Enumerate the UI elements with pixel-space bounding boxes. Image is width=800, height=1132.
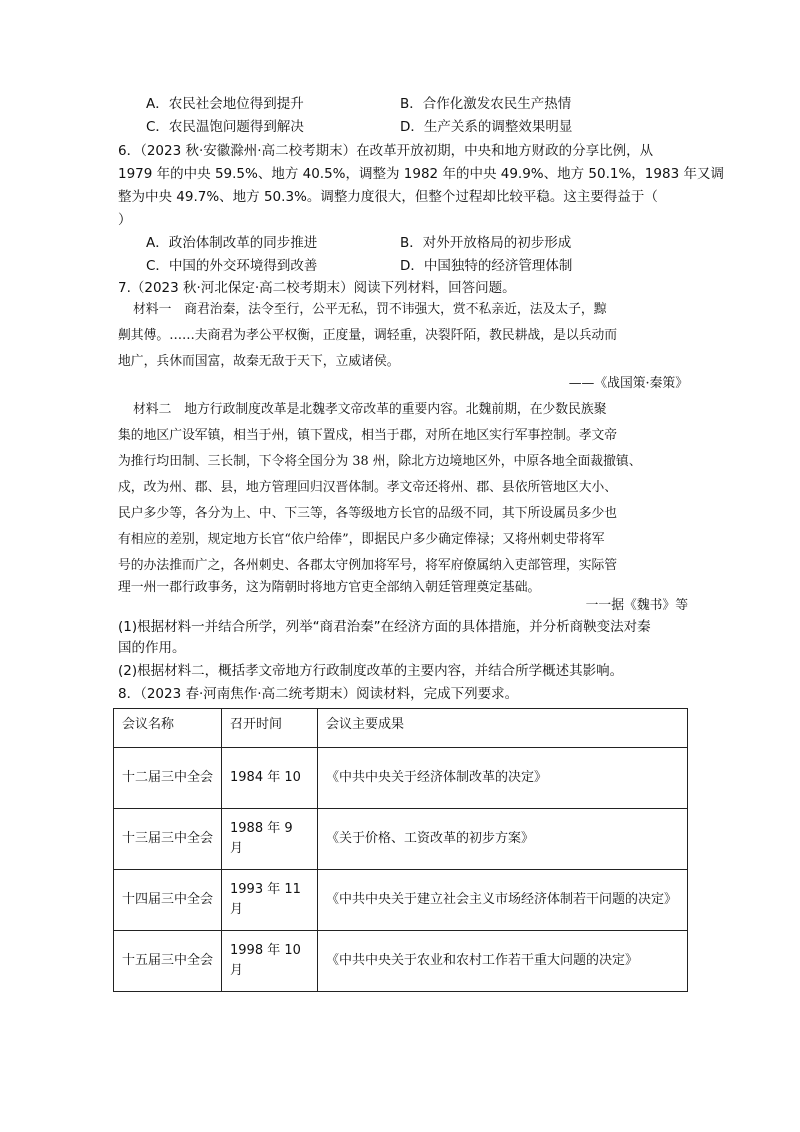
q7-material2-line-5: 民户多少等，各分为上、中、下三等，各等级地方长官的品级不同，其下所设属员多少也 [118,506,618,521]
cell-outcome: 《中共中央关于建立社会主义市场经济体制若干问题的决定》 [318,870,688,931]
q6-option-c: C．中国的外交环境得到改善 [146,258,318,274]
q7-material2-line-8: 理一州一郡行政事务，这为隋朝时将地方官吏全部纳入朝廷管理奠定基础。 [118,580,541,595]
header-time: 召开时间 [222,709,318,748]
q7-material1-source: ——《战国策·秦策》 [568,376,688,391]
table-header-row [114,709,688,748]
cell-outcome: 《中共中央关于农业和农村工作若干重大问题的决定》 [318,931,688,992]
q8-intro: 8．（2023 春·河南焦作·高二统考期末）阅读材料，完成下列要求。 [118,686,519,702]
q7-material1-line-1: 材料一 商君治秦，法令至行，公平无私，罚不讳强大，赏不私亲近，法及太子，黥 [133,302,607,317]
q5-option-c: C．农民温饱问题得到解决 [146,119,304,135]
table-row [114,870,688,931]
q7-material2-line-4: 戍，改为州、郡、县，地方管理回归汉晋体制。孝文帝还将州、郡、县依所管地区大小、 [118,480,618,495]
q5-option-a: A．农民社会地位得到提升 [146,96,304,112]
cell-outcome: 《关于价格、工资改革的初步方案》 [318,809,688,870]
q6-stem-line-1: 6．（2023 秋·安徽滁州·高二校考期末）在改革开放初期，中央和地方财政的分享比例，从 [118,143,654,159]
q7-material2-line-2: 集的地区广设军镇，相当于州，镇下置戍，相当于郡，对所在地区实行军事控制。孝文帝 [118,428,618,443]
q7-question-2: (2)根据材料二，概括孝文帝地方行政制度改革的主要内容，并结合所学概述其影响。 [118,663,624,679]
q7-material2-source: 一一据《魏书》等 [585,598,688,613]
q7-material2-line-3: 为推行均田制、三长制，下令将全国分为 38 州，除北方边境地区外，中原各地全面裁撤镇、 [118,454,642,469]
q7-material2-line-7: 号的办法推而广之，各州刺史、各郡太守例加将军号，将军府僚属纳入吏部管理，实际管 [118,558,618,573]
q7-material1-line-3: 地广，兵休而国富，故秦无敌于天下，立威诸侯。 [118,354,400,369]
cell-time: 1984 年 10 [222,748,318,809]
q7-material2-line-1: 材料二 地方行政制度改革是北魏孝文帝改革的重要内容。北魏前期，在少数民族聚 [133,402,607,417]
table-row [114,931,688,992]
q6-stem-line-4: ） [118,212,132,228]
q5-option-d: D．生产关系的调整效果明显 [400,119,573,135]
q5-option-b: B．合作化激发农民生产热情 [400,96,572,112]
cell-time: 1988 年 9 月 [222,809,318,870]
meetings-table [113,708,688,992]
header-outcome: 会议主要成果 [318,709,688,748]
q7-material1-line-2: 劓其傅。……夫商君为孝公平权衡，正度量，调轻重，决裂阡陌，教民耕战，是以兵动而 [118,328,618,343]
table-row [114,748,688,809]
cell-outcome: 《中共中央关于经济体制改革的决定》 [318,748,688,809]
q7-question-1-line-1: (1)根据材料一并结合所学，列举“商君治秦”在经济方面的具体措施，并分析商鞅变法对秦 [118,619,651,635]
header-meeting-name: 会议名称 [114,709,222,748]
cell-meeting-name: 十五届三中全会 [114,931,222,992]
q7-material2-line-6: 有相应的差别，规定地方长官“依户给俸”，即据民户多少确定俸禄；又将州刺史带将军 [118,532,605,547]
q7-intro: 7.（2023 秋·河北保定·高二校考期末）阅读下列材料，回答问题。 [118,280,516,296]
cell-time: 1993 年 11 月 [222,870,318,931]
cell-meeting-name: 十二届三中全会 [114,748,222,809]
table-row [114,809,688,870]
q6-option-d: D．中国独特的经济管理体制 [400,258,573,274]
cell-meeting-name: 十三届三中全会 [114,809,222,870]
q6-stem-line-3: 整为中央 49.7%、地方 50.3%。调整力度很大，但整个过程却比较平稳。这主要得益于（ [118,189,658,205]
q6-option-b: B．对外开放格局的初步形成 [400,235,572,251]
cell-time: 1998 年 10 月 [222,931,318,992]
q6-option-a: A．政治体制改革的同步推进 [146,235,318,251]
q7-question-1-line-2: 国的作用。 [118,640,186,656]
q6-stem-line-2: 1979 年的中央 59.5%、地方 40.5%，调整为 1982 年的中央 49.9%、地方 50.1%，1983 年又调 [118,166,724,182]
cell-meeting-name: 十四届三中全会 [114,870,222,931]
